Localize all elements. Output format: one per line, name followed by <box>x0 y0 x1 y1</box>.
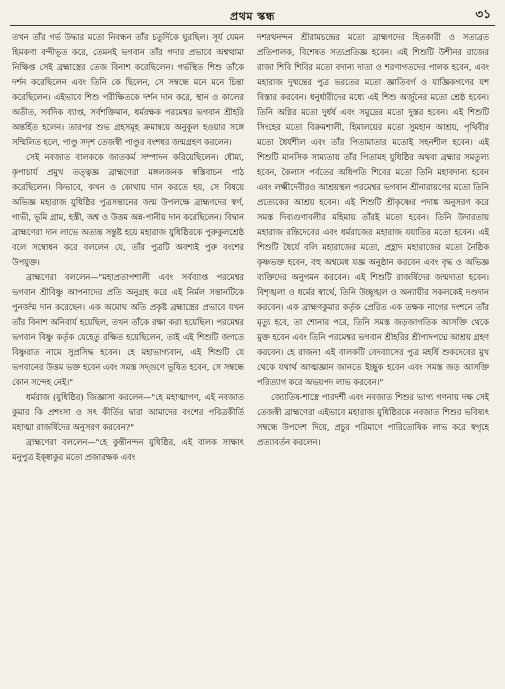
paragraph: ব্রাহ্মণেরা বললেন—"হে কুন্তীনন্দন যুধিষ্ঠির, এই বালক সাক্ষাৎ মনুপুত্র ইক্ষ্বাকুর মতো প্রজারক্ষক এবং <box>12 437 244 462</box>
paragraph: ব্রাহ্মণেরা বললেন—"মহাপ্রতাপশালী এবং সর্বব্যাপ্ত পরমেশ্বর ভগবান শ্রীবিষ্ণু আপনাদের প্রতি অনুগ্রহ করে এই নির্মল সন্তানটিকে পুনর্জন্ম দান করেছেন। এক অমোঘ অতি প্রকৃষ্ট ব্রহ্মাস্ত্রের প্রভাবে যখন তাঁর বিনাশ অনিবার্য হয়েছিল, তখন তাঁকে রক্ষা করা হয়েছিল। পরমেশ্বর ভগবান বিষ্ণু কর্তৃক যেহেতু রক্ষিত হয়েছিলেন, তাই এই শিশুটি জগতে বিষ্ণুরাত নামে সুপ্রসিদ্ধ হবেন। হে মহাভাগ্যবান, এই শিশুটি যে ভগবানের উত্তম ভক্ত হবেন এবং সমস্ত সদ্গুণে ভূষিত হবেন, সে সম্বন্ধে কোন সন্দেহ নেই।" <box>12 272 244 387</box>
header-rule <box>10 25 495 26</box>
page-number: ৩১ <box>475 7 491 21</box>
paragraph: ধর্মরাজ (যুধিষ্ঠির) জিজ্ঞাসা করলেন—"হে মহাত্মাগণ, এই নবজাত কুমার কি প্রশংসা ও সৎ কীর্তির দ্বারা আমাদের বংশের পবিত্রকীর্তি মহাত্মা রাজর্ষিদের অনুসরণ করবেন?" <box>12 392 244 432</box>
right-column <box>257 30 489 680</box>
paragraph: জ্যোতিষ-শাস্ত্রে পারদর্শী এবং নবজাত শিশুর ভাগ্য গণনায় দক্ষ সেই তেজস্বী ব্রাহ্মণেরা এইভাবে মহারাজ যুধিষ্ঠিরকে নবজাত শিশুর ভবিষ্যৎ সম্বন্ধে উপদেশ দিয়ে, প্রচুর পরিমাণে পারিতোষিক লাভ করে স্বগৃহে প্রত্যাবর্তন করলেন। <box>257 392 489 447</box>
paragraph: দশরথনন্দন শ্রীরামচন্দ্রের মতো ব্রাহ্মণদের হিতকারী ও সত্যব্রত প্রতিপালক, বিশেষত সত্যপ্রতিজ্ঞ হবেন। এই শিশুটি উশীনর রাজের রাজা শিবি শিবির মতো বদান্য দাতা ও শরণাগতদের পালক হবেন, এবং মহারাজ দুষ্মন্তের পুত্র ভরতের মতো জ্ঞাতিবর্গ ও যাজ্ঞিকগণের যশ বিস্তার করবেন। ধনুর্ধারীদের মধ্যে এই শিশু অর্জুনের মতো শ্রেষ্ঠ হবেন। তিনি অগ্নির মতো দুর্ধর্ষ এবং সমুদ্রের মতো দুস্তর হবেন। এই শিশুটি সিংহের মতো বিক্রমশালী, হিমালয়ের মতো সুমহান আশ্রয়, পৃথিবীর মতো ধৈর্যশীল এবং তাঁর পিতামাতার মতোই সহনশীল হবেন। এই শিশুটি মানসিক সাম্যতায় তাঁর পিতামহ যুধিষ্ঠির অথবা ব্রহ্মার সমতুল্য হবেন, কৈলাস পর্বতের অধিপতি শিবের মতো তিনি মহাবদান্য হবেন এবং লক্ষ্মীদেবীরও আশ্রয়স্থল পরমেশ্বর ভগবান শ্রীনারায়ণের মতো তিনি প্রত্যেকের আশ্রয় হবেন। এই শিশুটি শ্রীকৃষ্ণের পদাঙ্ক অনুসরণ করে সমস্ত দিব্যগুণাবলীর মহিমায় তাঁরই মতো হবেন। তিনি উদারতায় মহারাজ রন্তিদেবের এবং ধর্মরাজের মহারাজ যযাতির মতো হবেন। এই শিশুটি ধৈর্যে বলি মহারাজের মতো, প্রহ্লাদ মহারাজের মতো নৈষ্ঠিক কৃষ্ণভক্ত হবেন, বহু অশ্বমেধ যজ্ঞ অনুষ্ঠান করবেন এবং বৃদ্ধ ও অভিজ্ঞ ব্যক্তিদের অনুগমন করবেন। এই শিশুটি রাজর্ষিদের জন্মদাতা হবেন। বিশৃঙ্খলা ও ধর্মের স্বার্থে, তিনি উচ্ছৃঙ্খল ও অন্যায়ীর সকলকেই দণ্ডদান করবেন। এক ব্রাহ্মণকুমার কর্তৃক প্রেরিত এক তক্ষক নাগের দংশনে তাঁর মৃত্যু হবে, তা শোনার পরে, তিনি সমস্ত জড়জাগতিক আসক্তি থেকে মুক্ত হবেন এবং তিনি পরমেশ্বর ভগবান শ্রীহরির শ্রীপাদপদ্মে আশ্রয় গ্রহণ করবেন। হে রাজন! এই বালকটি বেদব্যাসের পুত্র মহর্ষি শুকদেবের মুখ থেকে যথার্থ আত্মজ্ঞান জানতে ইচ্ছুক হবেন এবং সমস্ত জড় আসক্তি পরিত্যাগ করে অভয়পদ লাভ করবেন।" <box>257 32 489 387</box>
paragraph: সেই নবজাত বালককে জাতকর্ম সম্পাদন করিয়েছিলেন। ধৌম্য, কৃপাচার্য প্রমুখ তত্ত্বজ্ঞ ব্রাহ্মণেরা মঙ্গলজনক স্বস্তিবাচন পাঠ করেছিলেন। কিভাবে, কখন ও কোথায় দান করতে হয়, সে বিষয়ে অভিজ্ঞ মহারাজ যুধিষ্ঠির পুত্রসন্তানের জন্ম উপলক্ষে ব্রাহ্মণদের স্বর্ণ, গাভী, ভূমি গ্রাম, হস্তী, অশ্ব ও উত্তম অন্ন-পানীয় দান করেছিলেন। বিদ্বান ব্রাহ্মণেরা দান লাভে অত্যন্ত সন্তুষ্ট হয়ে মহারাজ যুধিষ্ঠিরকে পুরুকুলশ্রেষ্ঠ বলে সম্বোধন করে বললেন যে, তাঁর পুত্রটি অবশ্যই পুরু বংশের উপযুক্ত। <box>12 152 244 267</box>
paragraph: তখন তাঁর গর্ভ উদ্ধার মতো নিবন্ধন তাঁর চতুর্দিকে ঘুরছিল। সূর্য যেমন হিমকণা বন্দীভূত করে, তেমনই ভগবান তাঁর গদার প্রভাবে অশ্বত্থামা নিক্ষিপ্ত সেই ব্রহ্মাস্ত্রের তেজ বিনাশ করেছিলেন। গর্ভস্থিত শিশু তাঁকে দর্শন করেছিলেন এবং তিনি কে ছিলেন, সে সম্বন্ধে মনে মনে চিন্তা করেছিলেন। এইভাবে শিশু পরীক্ষিতকে দর্শন দান করে, স্থান ও কালের অতীত, সর্বদিক ব্যাপ্ত, সর্বশক্তিমান, ধর্মরক্ষক পরমেশ্বর ভগবান শ্রীহরি অন্তর্হিত হলেন। তারপর শুভ গ্রহসমূহ ক্রমান্বয়ে অনুকূল হওয়ার সঙ্গে সম্মিলিত হলে, পাণ্ডু সদৃশ তেজস্বী পাণ্ডুর বংশধর জন্মগ্রহণ করলেন। <box>12 32 244 147</box>
chapter-title: প্রথম স্কন্ধ <box>230 10 275 23</box>
left-column <box>12 30 244 680</box>
